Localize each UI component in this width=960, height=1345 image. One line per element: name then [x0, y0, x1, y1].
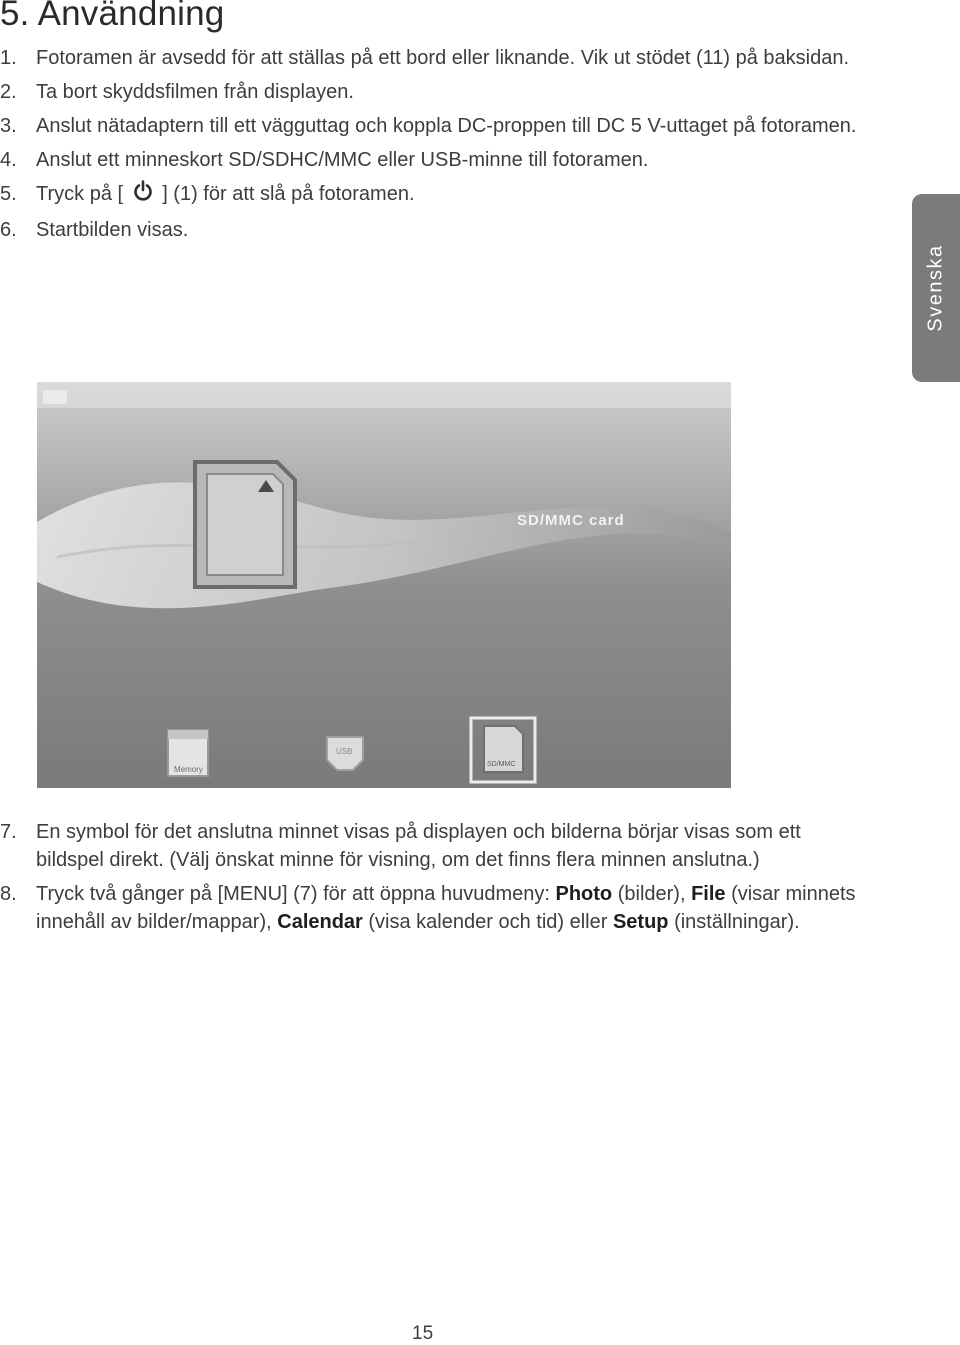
usb-icon-label: USB: [336, 747, 353, 756]
item-number: 8.: [0, 883, 17, 905]
item-number: 6.: [0, 219, 17, 241]
item-text: (visa kalender och tid) eller: [362, 911, 613, 933]
item-number: 3.: [0, 115, 17, 137]
menu-setup: Setup: [612, 911, 669, 933]
item-text: Ta bort skyddsfilmen från displayen.: [36, 81, 354, 103]
language-tab-label: Svenska: [924, 244, 947, 332]
language-tab: [912, 194, 960, 382]
list-item: [0, 880, 860, 936]
instruction-list-continued: [0, 818, 860, 936]
memory-icon: [168, 730, 208, 776]
start-screen-image: [37, 382, 731, 788]
list-item: [0, 216, 860, 244]
item-text: Anslut ett minneskort SD/SDHC/MMC eller USB-minne till fotoramen.: [36, 149, 649, 171]
menu-photo: Photo: [555, 883, 613, 905]
menu-file: File: [691, 883, 726, 905]
item-number: 2.: [0, 81, 17, 103]
item-text: (inställningar).: [668, 911, 800, 933]
page-number: 15: [412, 1323, 434, 1344]
list-item: [0, 818, 860, 874]
usb-icon: [327, 737, 363, 770]
page-title: 5. Användning: [0, 0, 225, 33]
sd-card-graphic: [195, 462, 295, 587]
item-number: 7.: [0, 821, 17, 843]
sd-card-icon-label: SD/MMC: [487, 761, 516, 768]
item-text-before: Tryck på [: [36, 183, 124, 205]
item-number: 4.: [0, 149, 17, 171]
list-item: [0, 146, 860, 174]
item-number: 5.: [0, 183, 17, 205]
item-text: Anslut nätadaptern till ett vägguttag och koppla DC-proppen till DC 5 V-uttaget på fotoramen.: [36, 115, 857, 137]
card-label: SD/MMC card: [517, 512, 625, 529]
item-text: Startbilden visas.: [36, 219, 189, 241]
list-item: [0, 180, 860, 210]
item-text-after: ] (1) för att slå på fotoramen.: [162, 183, 415, 205]
list-item: [0, 44, 860, 72]
item-text: (bilder),: [612, 883, 692, 905]
list-item: [0, 78, 860, 106]
item-text: (visar minnets innehåll av bilder/mappar),: [36, 883, 856, 933]
item-number: 1.: [0, 47, 17, 69]
list-item: [0, 112, 860, 140]
power-icon: [133, 180, 153, 210]
memory-icon-label: Memory: [174, 765, 203, 774]
item-text: Tryck två gånger på [MENU] (7) för att öppna huvudmeny:: [36, 883, 556, 905]
item-text: Fotoramen är avsedd för att ställas på ett bord eller liknande. Vik ut stödet (11) på baksidan.: [36, 47, 850, 69]
instruction-list: [0, 44, 860, 244]
menu-calendar: Calendar: [277, 911, 363, 933]
item-text: En symbol för det anslutna minnet visas på displayen och bilderna börjar visas som ett bildspel direkt. (Välj önskat minne för visning, om det finns flera minnen anslutna.): [36, 821, 801, 871]
